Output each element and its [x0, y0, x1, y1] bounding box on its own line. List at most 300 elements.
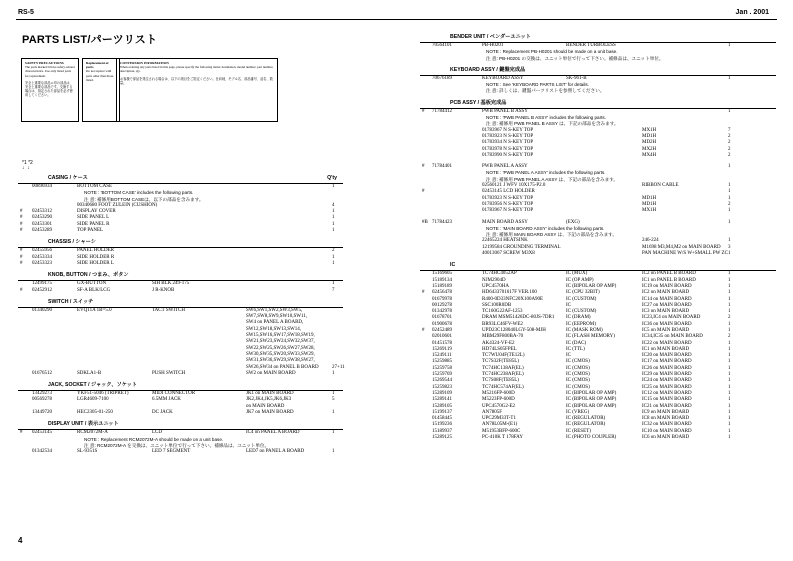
part-number-cell: 01676512 — [32, 370, 52, 376]
section-3 — [420, 262, 776, 441]
mark-cell: # — [20, 215, 23, 221]
part-number-cell: 15169605 — [432, 271, 452, 277]
part-number-cell: 15259769 — [432, 372, 452, 378]
note-line: NOTE : 'PWB PANEL A ASSY' includes the following parts. — [486, 170, 606, 176]
location-cell: IC26 on MAIN BOARD — [642, 365, 692, 371]
page-title: PARTS LIST/パーツリスト — [22, 34, 158, 46]
description-cell: AN7805F — [482, 409, 503, 415]
location-cell: IC3 on MAIN BOARD — [642, 309, 690, 315]
location-cell: IC4 on PANEL A BOARD — [246, 430, 300, 436]
section-header — [18, 272, 343, 281]
part-number-cell: 02453301 — [32, 221, 52, 227]
qty-cell: 4 — [332, 202, 335, 208]
qty-cell: 27+11 — [332, 364, 345, 370]
remarks-cell: IC (CMOS) — [566, 359, 590, 365]
qty-cell: 1 — [728, 397, 731, 403]
qty-cell: 2 — [728, 140, 731, 146]
remarks-cell: 6.5MM JACK — [152, 397, 181, 403]
remarks-cell: IC (CPU 32BIT) — [566, 290, 600, 296]
location-cell: JK1 on MAIN BOARD — [246, 391, 294, 397]
remarks-cell: LED 7 SEGMENT — [152, 449, 191, 455]
remarks-cell: SIH BLK 249-175 — [152, 281, 190, 287]
part-number-cell: 01342534 — [32, 449, 52, 455]
qty-cell: 1 — [728, 208, 731, 214]
location-cell: IC19 on MAIN BOARD — [642, 283, 692, 289]
part-number-cell: 70564101 — [432, 43, 452, 48]
location-cell: IC8 on MAIN BOARD — [642, 416, 690, 422]
conversion-text: When ordering any parts listed in this page, please specify the following items: destination, model number, part number, description, qty. — [120, 65, 274, 74]
description-cell: 01783923 N S-KEY TOP — [482, 133, 534, 139]
part-number-cell: 01678701 — [432, 315, 452, 321]
qty-cell: 1 — [728, 164, 731, 170]
section-header — [18, 382, 343, 391]
description-cell: 01783923 N S-KEY TOP — [482, 195, 534, 201]
description-cell: PWB PANEL B ASSY — [482, 108, 528, 114]
description-cell: YKF51-5046 (TRIPRET) — [77, 391, 129, 397]
description-cell: TC74HC4052AP — [482, 271, 517, 277]
location-cell: IC9 on MAIN BOARD — [642, 409, 690, 415]
remarks-cell: IC (CMOS) — [566, 378, 590, 384]
mark-cell: # — [20, 228, 23, 234]
description-cell: UPC29M33T-T1 — [482, 416, 516, 422]
location-cell: SW22,SW25,SW26,SW27,SW28, — [246, 345, 315, 351]
section-3 — [18, 299, 343, 377]
description-cell: PB-H0201 — [482, 43, 504, 48]
location-cell: SW21,SW23,SW24,SW32,SW37, — [246, 339, 315, 345]
description-cell: SDKLA1-B — [77, 370, 102, 376]
part-number-cell: 70676189 — [432, 75, 452, 81]
location-cell: IC10 on MAIN BOARD — [642, 428, 692, 434]
qty-cell: 1 — [728, 435, 731, 441]
part-number-cell: 01451578 — [432, 340, 452, 346]
part-number-cell: 01900678 — [432, 321, 452, 327]
part-number-cell: 12499175 — [32, 281, 52, 287]
mark-cell: # — [20, 254, 23, 260]
part-number-cell: 02010601 — [432, 334, 452, 340]
description-cell: UPC4570G2-E2 — [482, 403, 516, 409]
replacement-text: Do not replace with parts other than those listed. — [86, 69, 114, 82]
location-cell: IC14 on MAIN BOARD — [642, 296, 692, 302]
description-cell: 01783956 N S-KEY TOP — [482, 201, 534, 207]
part-number-cell: 15269544 — [432, 378, 452, 384]
mark-cell: # — [20, 209, 23, 215]
qty-cell: 2 — [332, 248, 335, 254]
section-title: CASING / ケース — [48, 175, 88, 181]
location-cell: IC23,IC4 on MAIN BOARD — [642, 315, 701, 321]
section-1 — [18, 239, 343, 267]
location-cell: RIBBON CABLE — [642, 183, 679, 189]
description-cell: HD6433701617F VER.100 — [482, 290, 537, 296]
qty-cell: 1 — [728, 428, 731, 434]
qty-cell: 1 — [332, 430, 335, 436]
qty-cell: 1 — [728, 365, 731, 371]
qty-cell: 1 — [728, 108, 731, 114]
description-cell: 01783967 N S-KEY TOP — [482, 127, 534, 133]
description-cell: DISPLAY COVER — [77, 209, 116, 215]
part-number-cell: 02455956 — [32, 248, 52, 254]
location-cell: SW30,SW35,SW20,SW33,SW29, — [246, 351, 315, 357]
part-number-cell: 15259823 — [432, 384, 452, 390]
location-cell: IC24 on MAIN BOARD — [642, 378, 692, 384]
location-cell: IC6 on MAIN BOARD — [642, 435, 690, 441]
description-cell: TC7S32F(TE85L) — [482, 359, 519, 365]
mark-cell: # — [422, 327, 425, 333]
location-cell: SW4 on PANEL A BOARD, — [246, 320, 304, 326]
qty-cell: 1 — [332, 391, 335, 397]
remarks-cell: IC (BIPOLAR OP AMP) — [566, 283, 617, 289]
part-number-cell: 15189134 — [432, 277, 452, 283]
remarks-cell: IC (CMOS) — [566, 384, 590, 390]
description-cell: SIDE HOLDER R — [77, 254, 115, 260]
qty-cell: 1 — [332, 281, 335, 287]
header-rule — [16, 19, 777, 20]
part-number-cell: 15189189 — [432, 283, 452, 289]
table-row — [420, 251, 776, 257]
qty-cell: 1 — [728, 251, 731, 257]
part-number-cell: 00129278 — [432, 302, 452, 308]
location-cell: IC34,IC35 on MAIN BOARD — [642, 334, 703, 340]
conversion-text-jp: お客様で部品を発注される場合は、以下の項目をご指定ください。仕向地、モデル名、部品番号、品名、数量。 — [120, 76, 273, 85]
description-cell: AK4324-VF-E2 — [482, 340, 515, 346]
part-number-cell: 02453312 — [32, 209, 52, 215]
description-cell: 01783934 N S-KEY TOP — [482, 140, 534, 146]
section-1 — [420, 67, 776, 95]
column-markers: *1 *2 ↓ ↓ — [22, 160, 33, 171]
part-number-cell: 15289105 — [432, 403, 452, 409]
remarks-cell: IC (REGULATOR) — [566, 416, 606, 422]
part-number-cell: 02456478 — [432, 290, 452, 296]
description-cell: SIDE HOLDER L — [77, 260, 114, 266]
description-cell: DRAM MSM51426DC-80JS-7DR1 — [482, 315, 555, 321]
description-cell: BR93LC46FV-WE2 — [482, 321, 523, 327]
note-line: NOTE : 'PWB PANEL B ASSY' includes the following parts. — [486, 115, 606, 121]
qty-cell: 1 — [728, 309, 731, 315]
section-header — [18, 421, 343, 430]
remarks-cell: MIDI CONNECTOR — [152, 391, 196, 397]
section-title: JACK, SOCKET / ジャック、ソケット — [48, 382, 138, 389]
qty-cell: 1 — [728, 390, 731, 396]
description-cell: BOTTOM CASE — [77, 184, 113, 189]
location-cell: MD2H — [642, 140, 657, 146]
qty-cell: 1 — [728, 283, 731, 289]
location-cell: IC15 on MAIN BOARD — [642, 397, 692, 403]
qty-cell: 1 — [728, 340, 731, 346]
remarks-cell: IC (MASK ROM) — [566, 327, 603, 333]
page-number: 4 — [18, 536, 23, 545]
location-cell: 246-224 — [642, 238, 659, 244]
part-number-cell: 15199236 — [432, 422, 452, 428]
description-cell: M51953BFP-600C — [482, 428, 521, 434]
location-cell: M1698 M3,M4,M2 on MAIN BOARD — [642, 244, 721, 250]
location-cell: SW31,SW36,SW29,SW38,SW27, — [246, 358, 315, 364]
qty-cell: 1 — [332, 215, 335, 221]
section-0 — [18, 175, 343, 234]
section-title: KNOB, BUTTON / つまみ、ボタン — [48, 272, 129, 279]
date-label: Jan . 2001 — [735, 9, 769, 16]
description-cell: PWB PANEL A ASSY — [482, 164, 528, 170]
qty-cell: 3 — [728, 244, 731, 250]
qty-cell: 1 — [728, 195, 731, 201]
mark-cell: # — [20, 430, 23, 436]
qty-cell: 1 — [332, 221, 335, 227]
remarks-cell: IC — [566, 302, 571, 308]
mark-cell: # — [422, 189, 425, 195]
part-number-cell: 15189937 — [432, 428, 452, 434]
location-cell: IC32 on MAIN BOARD — [642, 422, 692, 428]
remarks-cell: IC (CMOS) — [566, 365, 590, 371]
location-cell: MD1H — [642, 201, 657, 207]
remarks-cell: IC (DAC) — [566, 340, 587, 346]
qty-cell: 2 — [728, 152, 731, 158]
part-number-cell: 00569278 — [32, 397, 52, 403]
section-title: KEYBOARD ASSY / 鍵盤完成品 — [450, 66, 526, 73]
description-cell: MBM29F800BA-70 — [482, 334, 524, 340]
part-number-cell: 15289141 — [432, 397, 452, 403]
part-number-cell: 02453289 — [32, 228, 52, 234]
description-cell: 22465224 HEATSINK — [482, 238, 528, 244]
safety-text: The parts marked # have safety-related characteristics. Use only listed parts for replacement. — [25, 65, 75, 78]
description-cell: TC74HC138AF(EL) — [482, 365, 524, 371]
remarks-cell: LCD — [152, 430, 162, 436]
qty-cell: 1 — [728, 183, 731, 189]
description-cell: R400-0D33NFC20X100A90E — [482, 296, 544, 302]
section-2 — [420, 100, 776, 258]
location-cell: MX1H — [642, 208, 657, 214]
location-cell: IC27 on MAIN BOARD — [642, 302, 692, 308]
table-row — [420, 208, 776, 214]
qty-cell: 7 — [332, 287, 335, 293]
location-cell: IC25 on MAIN BOARD — [642, 384, 692, 390]
qty-cell: 1 — [728, 302, 731, 308]
part-number-cell: 15269119 — [432, 346, 452, 352]
section-header — [18, 175, 343, 184]
description-cell: MAIN BOARD ASSY — [482, 219, 528, 225]
qty-cell: 1 — [728, 346, 731, 352]
qty-cell: 2 — [728, 133, 731, 139]
part-number-cell: 71784401 — [432, 164, 452, 170]
location-cell: IC20 on MAIN BOARD — [642, 353, 692, 359]
description-cell: SSC100R0DB — [482, 302, 512, 308]
part-number-cell: 15259758 — [432, 365, 452, 371]
remarks-cell: IC (REGULATOR) — [566, 422, 606, 428]
section-2 — [18, 272, 343, 294]
qty-cell: 1 — [728, 403, 731, 409]
qty-cell: 1 — [728, 378, 731, 384]
qty-cell: 1 — [728, 327, 731, 333]
note-line: 注 意: 詳しくは、鍵盤パーツリストを参照してください。 — [486, 88, 605, 94]
description-cell: 12199584 GROUNDING TERMINAL — [482, 244, 561, 250]
location-cell: IC2 on MAIN BOARD — [642, 290, 690, 296]
location-cell: MX2H — [642, 146, 657, 152]
location-cell: LED7 on PANEL A BOARD — [246, 449, 305, 455]
remarks-cell: IC (MUX) — [566, 271, 588, 277]
description-cell: SF-A BLK/LCG — [77, 287, 111, 293]
qty-cell: 1 — [728, 321, 731, 327]
remarks-cell: IC (TTL) — [566, 346, 585, 352]
description-cell: UPD23C128040LGY-508-MJH — [482, 327, 546, 333]
note-line: NOTE : Replacement RCM2072M-A should be made on a unit base. — [84, 436, 224, 442]
qty-cell: 1 — [332, 449, 335, 455]
section-header — [420, 100, 776, 109]
mark-cell: # — [20, 260, 23, 266]
remarks-cell: IC (OP AMP) — [566, 277, 594, 283]
qty-cell: 1 — [728, 422, 731, 428]
mark-cell: #B — [422, 219, 428, 225]
table-row — [18, 371, 343, 377]
qty-cell: 1 — [728, 290, 731, 296]
part-number-cell: 02453334 — [32, 254, 52, 260]
qty-cell: 7 — [728, 127, 731, 133]
qty-cell: 1 — [728, 384, 731, 390]
description-cell: TC74HC574AF(EL) — [482, 384, 524, 390]
description-cell: EVQ11A 1B=5.0 — [77, 307, 112, 313]
description-cell: M5216FP-600D — [482, 390, 515, 396]
description-cell: 01783978 N S-KEY TOP — [482, 146, 534, 152]
qty-cell: 1 — [332, 228, 335, 234]
qty-cell: 1 — [728, 296, 731, 302]
remarks-cell: IC (DRAM) — [566, 315, 591, 321]
part-number-cell: 15289109 — [432, 390, 452, 396]
replacement-title: Replacement of parts — [86, 61, 109, 70]
description-cell: TOP PANEL — [77, 228, 104, 234]
qty-cell: 1 — [332, 260, 335, 266]
location-cell: SW12,SW18,SW13,SW14, — [246, 326, 301, 332]
location-cell: MD1H — [642, 195, 657, 201]
note-line: 注 意: 補修用 PWB PANEL A ASSY は、下記の部品を含みます。 — [486, 176, 619, 182]
remarks-cell: IC (RESET) — [566, 428, 591, 434]
remarks-cell: IC (EEPROM) — [566, 321, 596, 327]
description-cell: RCM2072M-A — [77, 430, 108, 436]
note-line: NOTE : See 'KEYBOARD PARTS LIST' for details. — [486, 82, 589, 88]
remarks-cell: DC JACK — [152, 410, 173, 416]
location-cell: JK7 on MAIN BOARD — [246, 410, 294, 416]
model-label: RS-5 — [18, 9, 34, 16]
part-number-cell: 15249111 — [432, 353, 452, 359]
part-number-cell: 02453290 — [32, 215, 52, 221]
description-cell: 01783990 N S-KEY TOP — [482, 152, 534, 158]
qty-cell: 1 — [728, 238, 731, 244]
remarks-cell: IC — [566, 353, 571, 359]
column-marker-labels: *1 *2 — [22, 160, 33, 166]
description-cell: UPC4570HA — [482, 283, 509, 289]
table-row — [18, 449, 343, 455]
table-row — [18, 288, 343, 294]
part-number-cell: 13449720 — [32, 410, 52, 416]
description-cell: 00340680 FOOT ZULEIN (CUSHION) — [77, 202, 158, 208]
section-5 — [18, 421, 343, 455]
section-header — [420, 262, 776, 271]
part-number-cell: 01679978 — [432, 296, 452, 302]
location-cell: SW7,SW8,SW9,SW10,SW11, — [246, 314, 308, 320]
location-cell: SW6,SW1,SW2,SW3,SW5, — [246, 307, 303, 313]
mark-cell: # — [422, 164, 425, 170]
location-cell: PAN MACHINE W/S W+SMALL PW ZC — [642, 251, 728, 257]
description-cell: NJM2904D — [482, 277, 506, 283]
section-header — [18, 239, 343, 248]
safety-text-jp: 安全上重要な部品 # 印の部品は、安全上重要な部品です。交換する場合は、指定された部品を必ず使用してください。 — [25, 80, 73, 98]
part-number-cell: 15199137 — [432, 409, 452, 415]
section-header — [420, 67, 776, 76]
location-cell: IC22 on MAIN BOARD — [642, 340, 692, 346]
remarks-cell: BENDER TURBOLESS — [566, 43, 616, 48]
location-cell: IC12 on MAIN BOARD — [642, 390, 692, 396]
section-title: PCB ASSY / 基板完成品 — [450, 99, 507, 106]
remarks-cell: IC (CUSTOM) — [566, 296, 597, 302]
qty-cell: 1 — [728, 353, 731, 359]
note-line: 注 意: 補修用 MAIN BOARD ASSY は、下記の部品を含みます。 — [486, 232, 617, 238]
description-cell: KEYBOARD ASSY — [482, 75, 524, 81]
qty-cell: 2 — [728, 334, 731, 340]
location-cell: IC21 on MAIN BOARD — [642, 403, 692, 409]
section-title: SWITCH / スイッチ — [48, 298, 94, 305]
description-cell: SIDE PANEL L — [77, 215, 110, 221]
location-cell: IC29 on MAIN BOARD — [642, 372, 692, 378]
part-number-cell: 01458445 — [432, 416, 452, 422]
location-cell: IC1 on MAIN BOARD — [642, 346, 690, 352]
part-number-cell: 15289125 — [432, 435, 452, 441]
mark-cell: # — [422, 290, 425, 296]
location-cell: SW26,SW34 on PANEL B BOARD — [246, 364, 319, 370]
qty-cell: 1 — [332, 209, 335, 215]
note-line: 注 意: 補修用 PWB PANEL B ASSY は、下記の部品を含みます。 — [486, 121, 619, 127]
right-parts-column — [420, 34, 776, 446]
location-cell: SW15,SW16,SW17,SW18,SW19, — [246, 333, 315, 339]
part-number-cell: 02453323 — [32, 260, 52, 266]
section-0 — [420, 34, 776, 62]
mark-cell: # — [20, 221, 23, 227]
note-line: NOTE : Replacement PB-H0201 should be made on a unit base. — [486, 49, 618, 55]
description-cell: SIDE PANEL R — [77, 221, 110, 227]
remarks-cell: IC (PHOTO COUPLER) — [566, 435, 617, 441]
qty-cell: 1 — [332, 410, 335, 416]
location-cell: IC1 on PANEL B BOARD — [642, 277, 696, 283]
table-row — [18, 410, 343, 416]
part-number-cell: 00896934 — [32, 184, 52, 189]
location-cell: JK2,JK4,JK5,JK6,JK3 — [246, 397, 292, 403]
location-cell: IC17 on MAIN BOARD — [642, 359, 692, 365]
location-cell: SW2 on MAIN BOARD — [246, 370, 296, 376]
remarks-cell: PUSH SWITCH — [152, 370, 186, 376]
part-number-cell: 02452489 — [432, 327, 452, 333]
qty-cell: 1 — [728, 277, 731, 283]
part-number-cell: 71784423 — [432, 219, 452, 225]
description-cell: TC74HC238AF(EL) — [482, 372, 524, 378]
description-cell: TC7S08F(TE85L) — [482, 378, 519, 384]
qty-cell: 2 — [728, 201, 731, 207]
note-line: 注 意: PB-H0201 の交換は、ユニット単位で行って下さい。補修品は、ユニット単位。 — [486, 55, 664, 61]
qty-cell: 1 — [728, 416, 731, 422]
location-cell: MX4H — [642, 152, 657, 158]
remarks-cell: (EXG) — [566, 219, 580, 225]
description-cell: M5223FP-600D — [482, 397, 515, 403]
remarks-cell: IC (CUSTOM) — [566, 309, 597, 315]
description-cell: TC7WU04F(TE12L) — [482, 353, 525, 359]
qty-header: Q'ty — [327, 175, 337, 181]
mark-cell: # — [20, 248, 23, 254]
note-line: 注 意: RCM2072M-A を交換は、ユニット単位で行って下さい。補修品は、ユニット単位。 — [84, 442, 270, 448]
qty-cell: 5 — [332, 397, 335, 403]
safety-title: SAFETY PRECAUTIONS — [25, 61, 64, 65]
location-cell: on MAIN BOARD — [246, 403, 285, 409]
qty-cell: 1 — [728, 75, 731, 81]
qty-cell: 1 — [728, 189, 731, 195]
part-number-cell: 02453145 — [32, 430, 52, 436]
part-number-cell: 71784412 — [432, 108, 452, 114]
table-row — [18, 228, 343, 234]
table-row — [18, 261, 343, 267]
table-row — [420, 153, 776, 159]
section-header — [420, 34, 776, 43]
